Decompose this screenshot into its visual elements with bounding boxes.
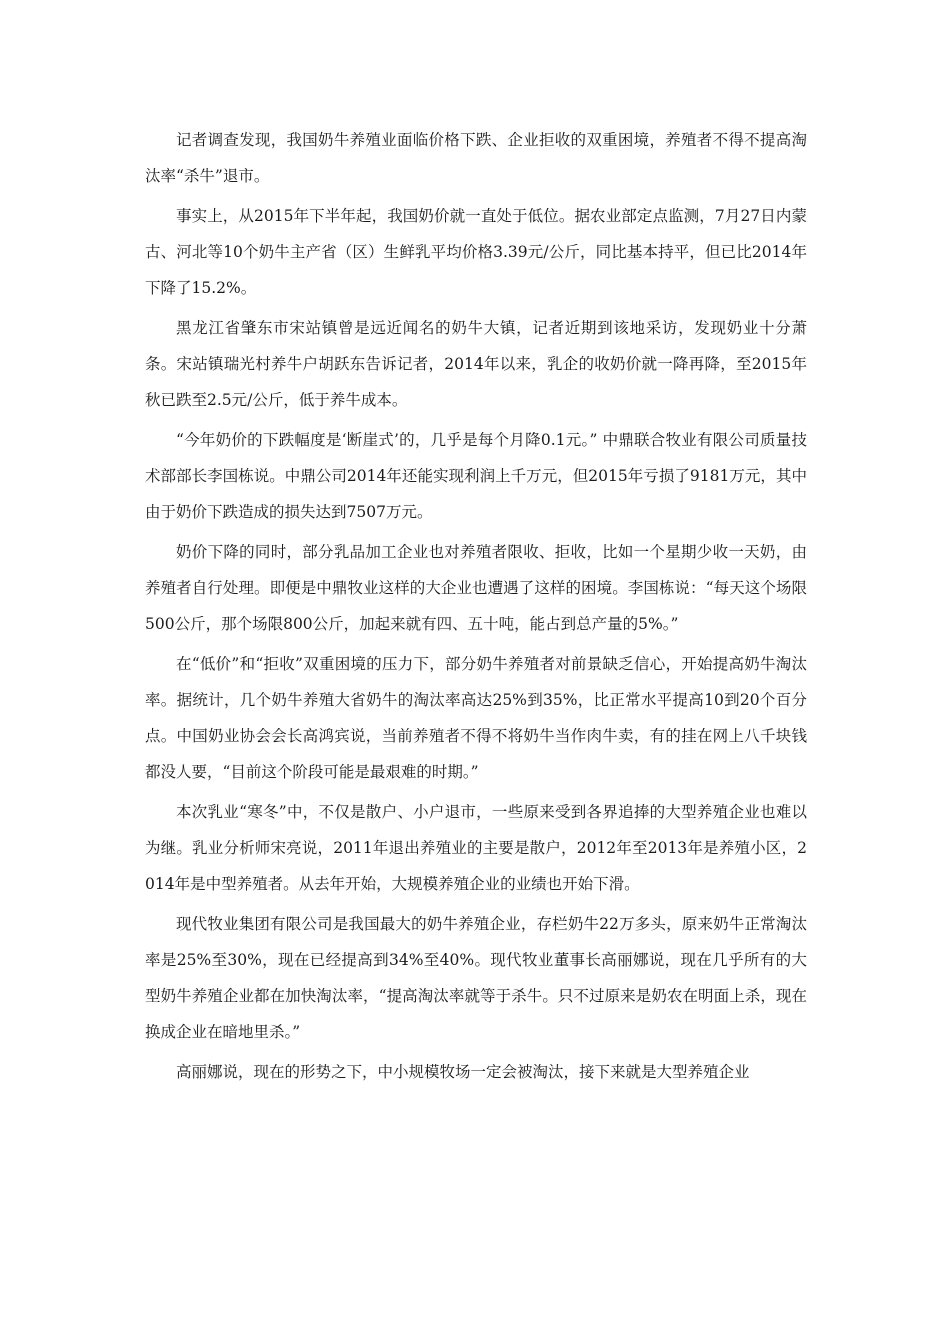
article-body — [145, 122, 807, 1094]
paragraph-6: 在“低价”和“拒收”双重困境的压力下，部分奶牛养殖者对前景缺乏信心，开始提高奶牛淘汰率。据统计，几个奶牛养殖大省奶牛的淘汰率高达25%到35%，比正常水平提高10到20个百分点。中国奶业协会会长高鸿宾说，当前养殖者不得不将奶牛当作肉牛卖，有的挂在网上八千块钱都没人要，“目前这个阶段可能是最艰难的时期。” — [145, 655, 807, 781]
paragraph-2: 事实上，从2015年下半年起，我国奶价就一直处于低位。据农业部定点监测，7月27日内蒙古、河北等10个奶牛主产省（区）生鲜乳平均价格3.39元/公斤，同比基本持平，但已比2014年下降了15.2%。 — [145, 207, 807, 297]
paragraph-5: 奶价下降的同时，部分乳品加工企业也对养殖者限收、拒收，比如一个星期少收一天奶，由养殖者自行处理。即便是中鼎牧业这样的大企业也遭遇了这样的困境。李国栋说：“每天这个场限500公斤，那个场限800公斤，加起来就有四、五十吨，能占到总产量的5%。” — [145, 543, 807, 633]
paragraph-8: 现代牧业集团有限公司是我国最大的奶牛养殖企业，存栏奶牛22万多头，原来奶牛正常淘汰率是25%至30%，现在已经提高到34%至40%。现代牧业董事长高丽娜说，现在几乎所有的大型奶牛养殖企业都在加快淘汰率，“提高淘汰率就等于杀牛。只不过原来是奶农在明面上杀，现在换成企业在暗地里杀。” — [145, 915, 807, 1041]
paragraph-9: 高丽娜说，现在的形势之下，中小规模牧场一定会被淘汰，接下来就是大型养殖企业 — [176, 1063, 750, 1081]
paragraph-4: “今年奶价的下跌幅度是‘断崖式’的，几乎是每个月降0.1元。” 中鼎联合牧业有限公司质量技术部部长李国栋说。中鼎公司2014年还能实现利润上千万元，但2015年亏损了9181万元，其中由于奶价下跌造成的损失达到7507万元。 — [145, 431, 807, 521]
paragraph-1: 记者调查发现，我国奶牛养殖业面临价格下跌、企业拒收的双重困境，养殖者不得不提高淘汰率“杀牛”退市。 — [145, 131, 807, 185]
paragraph-7: 本次乳业“寒冬”中，不仅是散户、小户退市，一些原来受到各界追捧的大型养殖企业也难以为继。乳业分析师宋亮说，2011年退出养殖业的主要是散户，2012年至2013年是养殖小区，2014年是中型养殖者。从去年开始，大规模养殖企业的业绩也开始下滑。 — [145, 803, 807, 893]
paragraph-3: 黑龙江省肇东市宋站镇曾是远近闻名的奶牛大镇，记者近期到该地采访，发现奶业十分萧条。宋站镇瑞光村养牛户胡跃东告诉记者，2014年以来，乳企的收奶价就一降再降，至2015年秋已跌至2.5元/公斤，低于养牛成本。 — [145, 319, 807, 409]
